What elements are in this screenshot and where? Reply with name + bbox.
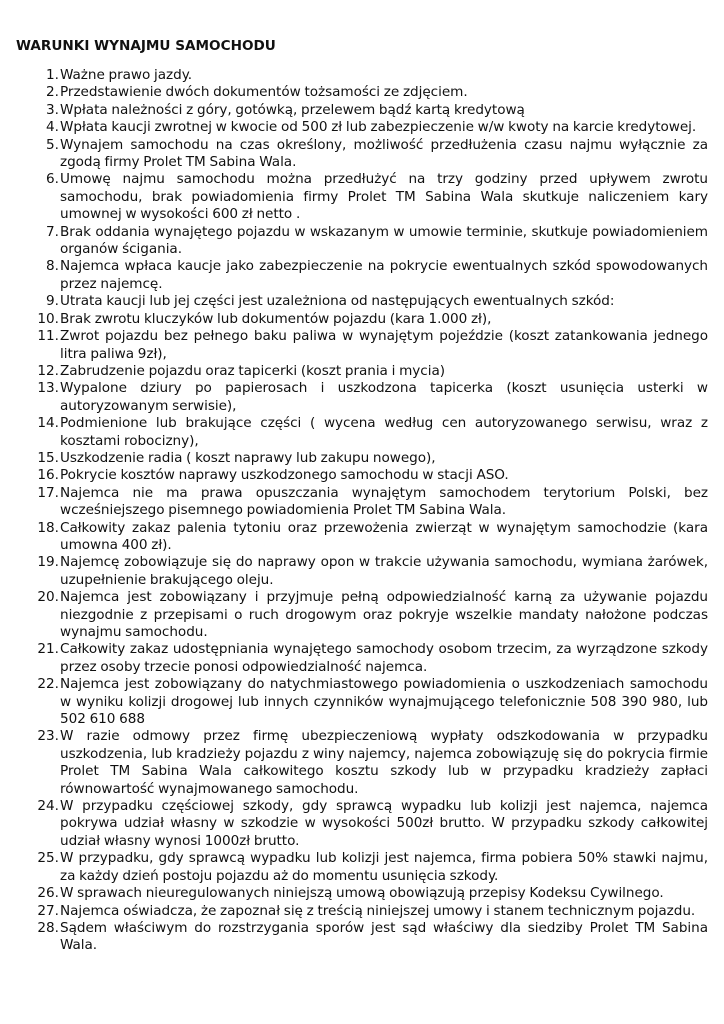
- term-item: [16, 554, 708, 589]
- term-item: [16, 311, 708, 328]
- term-number: 6.: [46, 171, 59, 188]
- term-item: [16, 415, 708, 450]
- term-item: [16, 224, 708, 259]
- term-item: [16, 641, 708, 676]
- term-number: 26.: [37, 885, 59, 902]
- term-text: Podmienione lub brakujące części ( wycena według cen autoryzowanego serwisu, wraz z kosztami robocizny),: [60, 415, 708, 449]
- term-number: 2.: [46, 84, 59, 101]
- term-number: 17.: [37, 484, 59, 501]
- term-number: 9.: [46, 293, 59, 310]
- term-item: [16, 589, 708, 641]
- term-text: Wynajem samochodu na czas określony, możliwość przedłużenia czasu najmu wyłącznie za zgodą firmy Prolet TM Sabina Wala.: [60, 136, 708, 171]
- term-number: 23.: [37, 728, 59, 745]
- term-text: Zabrudzenie pojazdu oraz tapicerki (koszt prania i mycia): [60, 362, 445, 379]
- term-text: Najemca wpłaca kaucje jako zabezpieczenie na pokrycie ewentualnych szkód spowodowanych przez najemcę.: [60, 258, 708, 292]
- term-item: [16, 328, 708, 363]
- term-number: 19.: [37, 554, 59, 571]
- term-number: 11.: [37, 328, 59, 345]
- term-text: Sądem właściwym do rozstrzygania sporów jest sąd właściwy dla siedziby Prolet TM Sabina Wala.: [60, 919, 708, 954]
- term-text: W przypadku częściowej szkody, gdy sprawcą wypadku lub kolizji jest najemca, najemca pokrywa udział własny w szkodzie w wysokości 500zł brutto. W przypadku szkody całkowitej udział własny wynosi 1000zł brutto.: [60, 798, 708, 849]
- term-item: [16, 728, 708, 798]
- term-number: 8.: [46, 258, 59, 275]
- term-text: W przypadku, gdy sprawcą wypadku lub kolizji jest najemca, firma pobiera 50% stawki najmu, za każdy dzień postoju pojazdu aż do momentu usunięcia szkody.: [60, 850, 708, 884]
- term-text: Ważne prawo jazdy.: [60, 67, 193, 83]
- term-item: [16, 258, 708, 293]
- term-text: Uszkodzenie radia ( koszt naprawy lub zakupu nowego),: [60, 449, 436, 466]
- term-item: [16, 485, 708, 520]
- term-text: Najemca jest zobowiązany do natychmiastowego powiadomienia o uszkodzeniach samochodu w wyniku kolizji drogowej lub innych czynników wynajmującego telefonicznie 508 390 980, lub 502 610 688: [60, 676, 708, 728]
- term-item: [16, 467, 708, 484]
- term-text: Wpłata kaucji zwrotnej w kwocie od 500 zł lub zabezpieczenie w/w kwoty na karcie kredytowej.: [60, 119, 697, 136]
- term-item: [16, 293, 708, 310]
- terms-list: [16, 67, 708, 955]
- term-text: Najemca oświadcza, że zapoznał się z treścią niniejszej umowy i stanem technicznym pojazdu.: [60, 902, 696, 919]
- term-item: [16, 450, 708, 467]
- term-number: 24.: [37, 798, 59, 815]
- term-text: Najemca jest zobowiązany i przyjmuje pełną odpowiedzialność karną za używanie pojazdu niezgodnie z przepisami o ruch drogowym oraz pokryje wszelkie mandaty nałożone podczas wynajmu samochodu.: [60, 589, 708, 640]
- term-text: Całkowity zakaz palenia tytoniu oraz przewożenia zwierząt w wynajętym samochodzie (kara umowna 400 zł).: [60, 519, 708, 553]
- term-text: Brak zwrotu kluczyków lub dokumentów pojazdu (kara 1.000 zł),: [60, 310, 492, 327]
- term-text: Najemcę zobowiązuje się do naprawy opon w trakcie używania samochodu, wymiana żarówek, uzupełnienie brakującego oleju.: [60, 554, 708, 588]
- term-item: [16, 798, 708, 850]
- term-item: [16, 850, 708, 885]
- term-number: 28.: [37, 919, 59, 936]
- term-text: W razie odmowy przez firmę ubezpieczeniową wypłaty odszkodowania w przypadku uszkodzenia, lub kradzieży pojazdu z winy najemcy, najemca zobowiązuję się do pokrycia firmie Prolet TM Sabina Wala całkowitego kosztu szkody lub w przypadku kradzieży zapłaci równowartość wynajmowanego samochodu.: [60, 728, 708, 797]
- term-item: [16, 363, 708, 380]
- term-text: Przedstawienie dwóch dokumentów tożsamości ze zdjęciem.: [60, 84, 468, 101]
- term-item: [16, 102, 708, 119]
- term-text: Utrata kaucji lub jej części jest uzależniona od następujących ewentualnych szkód:: [60, 293, 615, 310]
- term-text: Umowę najmu samochodu można przedłużyć na trzy godziny przed upływem zwrotu samochodu, brak powiadomienia firmy Prolet TM Sabina Wala skutkuje naliczeniem kary umownej w wysokości 600 zł netto .: [60, 171, 708, 223]
- term-item: [16, 903, 708, 920]
- term-number: 27.: [37, 902, 59, 919]
- term-text: W sprawach nieuregulowanych niniejszą umową obowiązują przepisy Kodeksu Cywilnego.: [60, 885, 664, 902]
- term-item: [16, 67, 708, 84]
- term-number: 1.: [46, 67, 59, 83]
- term-item: [16, 676, 708, 728]
- term-item: [16, 380, 708, 415]
- term-number: 13.: [37, 380, 59, 397]
- term-number: 10.: [37, 310, 59, 327]
- term-text: Całkowity zakaz udostępniania wynajętego samochody osobom trzecim, za wyrządzone szkody przez osoby trzecie ponosi odpowiedzialność najemca.: [60, 641, 708, 675]
- term-number: 5.: [46, 136, 59, 153]
- term-number: 12.: [37, 362, 59, 379]
- term-text: Pokrycie kosztów naprawy uszkodzonego samochodu w stacji ASO.: [60, 467, 509, 484]
- term-number: 7.: [46, 223, 59, 240]
- term-text: Wypalone dziury po papierosach i uszkodzona tapicerka (koszt usunięcia usterki w autoryzowanym serwisie),: [60, 380, 708, 414]
- term-number: 4.: [46, 119, 59, 136]
- term-number: 25.: [37, 850, 59, 867]
- term-number: 21.: [37, 641, 59, 658]
- term-number: 20.: [37, 589, 59, 606]
- term-number: 3.: [46, 101, 59, 118]
- term-number: 22.: [37, 676, 59, 693]
- term-number: 14.: [37, 415, 59, 432]
- term-text: Najemca nie ma prawa opuszczania wynajętym samochodem terytorium Polski, bez wcześniejszego pisemnego powiadomienia Prolet TM Sabina Wala.: [60, 484, 708, 519]
- term-text: Brak oddania wynajętego pojazdu w wskazanym w umowie terminie, skutkuje powiadomieniem organów ścigania.: [60, 223, 708, 258]
- term-item: [16, 84, 708, 101]
- term-item: [16, 119, 708, 136]
- term-number: 18.: [37, 519, 59, 536]
- term-text: Wpłata należności z góry, gotówką, przelewem bądź kartą kredytową: [60, 101, 525, 118]
- term-item: [16, 137, 708, 172]
- term-item: [16, 920, 708, 955]
- term-item: [16, 520, 708, 555]
- term-item: [16, 885, 708, 902]
- document-title: WARUNKI WYNAJMU SAMOCHODU: [16, 38, 276, 54]
- term-number: 16.: [37, 467, 59, 484]
- term-number: 15.: [37, 449, 59, 466]
- term-text: Zwrot pojazdu bez pełnego baku paliwa w wynajętym pojeździe (koszt zatankowania jednego litra paliwa 9zł),: [60, 328, 708, 362]
- term-item: [16, 171, 708, 223]
